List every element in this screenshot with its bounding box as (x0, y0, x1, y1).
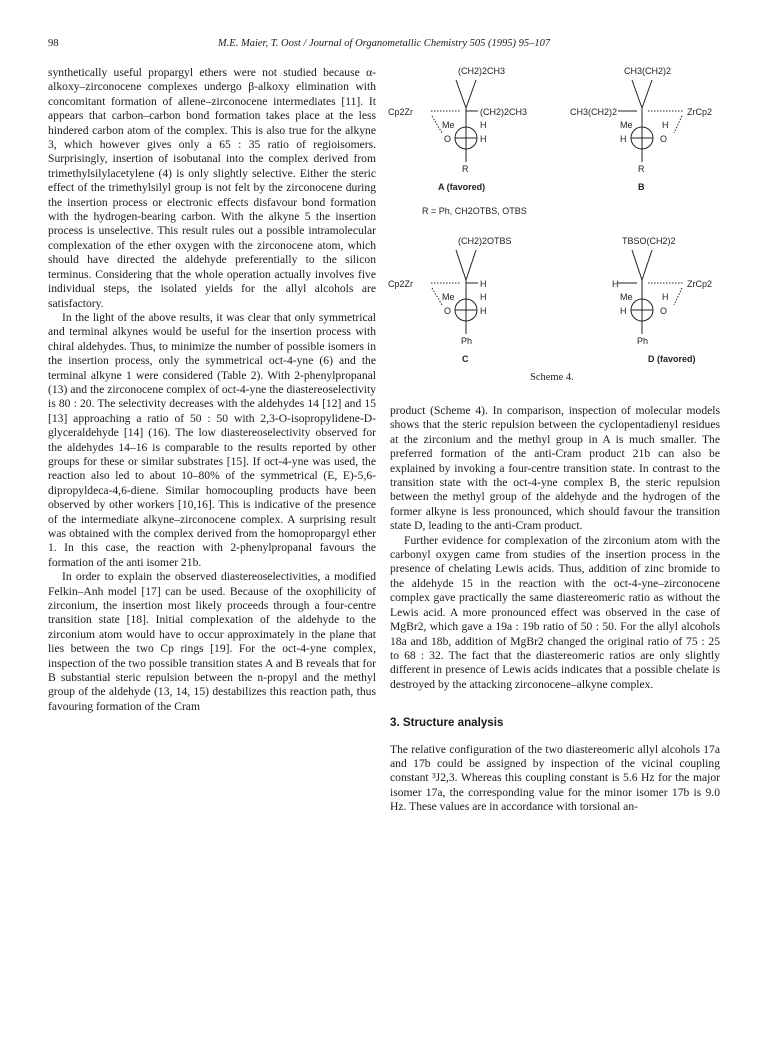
running-title: M.E. Maier, T. Oost / Journal of Organometallic Chemistry 505 (1995) 95–107 (217, 38, 551, 49)
page-number: 98 (48, 38, 59, 49)
structure-b-hydrogen-2: H (620, 134, 627, 144)
structure-b-methyl: Me (620, 120, 633, 130)
page-header (48, 38, 720, 52)
structure-c-top-group: (CH2)2OTBS (458, 236, 512, 246)
paragraph: synthetically useful propargyl ethers were not studied because α-alkoxy–zirconocene complexes undergo β-alkoxy elimination with concomitant formation of allene–zirconocene intermediates [11]. It appears that carbon–carbon bond formation takes place at the less hindered carbon atom of the complex. This is also true for the alkyne 3, which however gives only a 65 : 35 ratio of regioisomers. Surprisingly, insertion of isobutanal into the complex derived from trimethylsilylacetylene (4) is only slightly selective. Either the steric effect of the trimethylsilyl group is not felt by the zirconocene during the insertion process or electronic effects disfavour bond formation with the hydrogen-bearing carbon. With the alkyne 5 the insertion process is unselective. This result rules out a possible intramolecular complexation of the ether oxygen with the zirconocene atom, which should have directed the aldehyde preferentially to the silicon terminus. Considering that the whole operation actually involves five individual steps, the isolated yields for the allyl alcohols are satisfactory. (48, 66, 376, 310)
structure-d-side-group: H (612, 279, 619, 289)
structure-a-r-group: R (462, 164, 469, 174)
structure-a-metal: Cp2Zr (388, 107, 414, 117)
paragraph: In order to explain the observed diastereoselectivities, a modified Felkin–Anh model [17] can be used. Because of the oxophilicity of zirconium, the insertion most likely proceeds through a four-centre transition state [18]. Initial complexation of the aldehyde to the zirconium atom would have to occur approximately in the plane that lies between the two Cp rings [19]. For the oct-4-yne complex, inspection of the two possible transition states A and B reveals that for B substantial steric repulsion between the n-propyl and the methyl group of the aldehyde (13, 14, 15) destabilizes this reaction path, thus favouring formation of the Cram (48, 570, 376, 713)
paragraph: product (Scheme 4). In comparison, inspection of molecular models shows that the steric repulsion between the cyclopentadienyl residues at the zirconium and the methyl group in A is much smaller. The preferred formation of the anti-Cram product 21b can also be explained by invoking a four-centre transition state. In contrast to the transition state with the oct-4-yne complex B, the steric repulsion between the methyl group of the aldehyde and the hydrogen of the former alkyne is less pronounced, which should favour the transition state D, leading to the anti-Cram product. (390, 404, 720, 533)
structure-d-top-group: TBSO(CH2)2 (622, 236, 676, 246)
scheme-caption: Scheme 4. (530, 372, 574, 383)
structure-d-r-group: Ph (637, 336, 649, 346)
left-column (48, 66, 376, 714)
section-heading: 3. Structure analysis (390, 716, 504, 730)
structure-a-top-group: (CH2)2CH3 (458, 66, 506, 76)
structure-d-label: D (favored) (648, 354, 696, 364)
structure-d-oxygen: O (660, 306, 668, 316)
structure-c-label: C (462, 354, 469, 364)
scheme-drawing (382, 58, 728, 394)
structure-a-oxygen: O (444, 134, 452, 144)
paragraph: In the light of the above results, it was clear that only symmetrical and terminal alkynes would be useful for the insertion process with chiral aldehydes. Thus, to minimize the number of possible isomers in the insertion process, only the symmetrical oct-4-yne (6) and the terminal alkyne 1 were considered (Table 2). With 2-phenylpropanal (13) and the zirconocene complex of oct-4-yne the diastereoselectivity is 80 : 20. The selectivity decreases with the aldehydes 14 [12] and 15 [13] approaching a ratio of 50 : 50 with 2,3-O-isopropylidene-D-glyceraldehyde [14] (16). The low diastereoselectivity observed for the aldehydes 14–16 is comparable to the results reported by other groups for these or similar substrates [15]. If oct-4-yne was used, the reaction also led to about 10–80% of the symmetrical (E, E)-5,6-dipropyldeca-4,6-diene. Similar homocoupling products have been observed by other workers [10,16]. This is indicative of the presence of the intermediate alkyne–zirconocene complex. A surprising result was obtained with the complex derived from the homopropargyl ether 1. In this case, the reaction with 2-phenylpropanal favours the formation of the anti isomer 21b. (48, 310, 376, 569)
structure-b-label: B (638, 182, 645, 192)
structure-c-hydrogen-2: H (480, 306, 487, 316)
structure-c-side-group: H (480, 279, 487, 289)
structure-c-methyl: Me (442, 292, 455, 302)
structure-a-methyl: Me (442, 120, 455, 130)
r-definition: R = Ph, CH2OTBS, OTBS (422, 206, 527, 216)
structure-c-hydrogen: H (480, 292, 487, 302)
structure-b-top-group: CH3(CH2)2 (624, 66, 672, 76)
structure-b-side-group: CH3(CH2)2 (570, 107, 618, 117)
structure-b-hydrogen: H (662, 120, 669, 130)
structure-a-label: A (favored) (438, 182, 486, 192)
structure-d-metal: ZrCp2 (687, 279, 713, 289)
structure-a-hydrogen: H (480, 120, 487, 130)
structure-a-hydrogen-2: H (480, 134, 487, 144)
right-column (390, 404, 720, 815)
structure-d-hydrogen-2: H (620, 306, 627, 316)
structure-d-methyl: Me (620, 292, 633, 302)
structure-d-hydrogen: H (662, 292, 669, 302)
structure-b-r-group: R (638, 164, 645, 174)
paragraph: Further evidence for complexation of the zirconium atom with the carbonyl oxygen came from studies of the insertion process in the presence of chelating Lewis acids. Thus, addition of zinc bromide to the aldehyde 15 in the reaction with the oct-4-yne–zirconocene complex gave practically the same diastereomeric ratio as without the Lewis acid. A more pronounced effect was observed in the case of MgBr2, which gave a 19a : 19b ratio of 50 : 50. For the allyl alcohols 18a and 18b, addition of MgBr2 changed the original ratio of 75 : 25 to 68 : 32. The fact that the diastereomeric ratios are only slightly different in presence of Lewis acids indicates that a possible chelate is destroyed by the attacking zirconocene–alkyne complex. (390, 533, 720, 691)
structure-c-oxygen: O (444, 306, 452, 316)
structure-c-metal: Cp2Zr (388, 279, 414, 289)
structure-b-metal: ZrCp2 (687, 107, 713, 117)
structure-a-side-group: (CH2)2CH3 (480, 107, 528, 117)
structure-c-r-group: Ph (461, 336, 473, 346)
paragraph: The relative configuration of the two diastereomeric allyl alcohols 17a and 17b could be assigned by inspection of the vicinal coupling constant ³J2,3. Whereas this coupling constant is 5.6 Hz for the major isomer 17a, the corresponding value for the minor isomer 17b is 9.0 Hz. These values are in accordance with torsional an- (390, 742, 720, 814)
scheme-4-figure (382, 58, 728, 394)
structure-b-oxygen: O (660, 134, 668, 144)
